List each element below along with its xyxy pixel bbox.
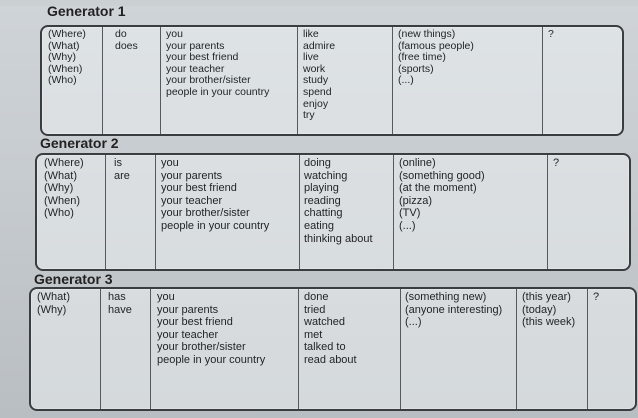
cell: admire xyxy=(303,39,336,52)
column-question-words xyxy=(48,29,86,87)
column-auxiliary xyxy=(115,29,138,52)
column-divider xyxy=(400,289,401,409)
column-auxiliary xyxy=(108,291,132,316)
column-verb xyxy=(304,157,373,245)
cell: your teacher xyxy=(157,328,219,341)
cell: playing xyxy=(304,182,339,195)
cell: ? xyxy=(548,28,554,40)
cell: you xyxy=(157,291,175,303)
column-object xyxy=(398,29,474,87)
column-question-words xyxy=(44,157,84,220)
column-divider xyxy=(298,289,299,409)
generator-3-table xyxy=(29,287,637,411)
cell: (anyone interesting) xyxy=(405,303,503,316)
cell: watching xyxy=(304,169,348,182)
column-divider xyxy=(297,27,298,134)
column-question-mark xyxy=(593,291,599,304)
cell: are xyxy=(114,169,130,182)
cell: read about xyxy=(304,353,357,366)
column-divider xyxy=(102,27,103,134)
cell: (this week) xyxy=(522,316,576,329)
cell: thinking about xyxy=(304,232,373,245)
cell: (Where) xyxy=(48,28,86,40)
cell: (Who) xyxy=(44,207,74,220)
cell: your brother/sister xyxy=(161,207,250,220)
generator-2-title: Generator 2 xyxy=(40,135,119,151)
cell: work xyxy=(303,62,326,75)
column-subject xyxy=(157,291,265,367)
cell: people in your country xyxy=(161,219,270,232)
column-verb xyxy=(303,29,335,122)
cell: (When) xyxy=(48,62,83,75)
generator-1-table xyxy=(40,25,624,136)
column-question-words xyxy=(37,291,70,316)
column-object xyxy=(399,157,485,233)
cell: your parents xyxy=(166,39,225,52)
cell: ? xyxy=(593,291,600,303)
cell: try xyxy=(303,109,315,122)
column-question-mark xyxy=(553,157,559,170)
column-object xyxy=(405,291,502,329)
column-divider xyxy=(516,289,517,409)
cell: met xyxy=(304,328,323,341)
cell: people in your country xyxy=(157,353,266,366)
cell: live xyxy=(303,51,319,64)
column-divider xyxy=(392,27,393,134)
cell: (What) xyxy=(44,169,77,182)
column-divider xyxy=(587,289,588,409)
cell: (new things) xyxy=(398,28,456,40)
column-divider xyxy=(105,155,106,269)
cell: your teacher xyxy=(161,194,223,207)
cell: eating xyxy=(304,219,334,232)
cell: you xyxy=(166,28,183,40)
cell: your best friend xyxy=(161,182,237,195)
column-time xyxy=(522,291,575,329)
cell: (TV) xyxy=(399,207,421,220)
cell: your parents xyxy=(157,303,219,316)
cell: your brother/sister xyxy=(166,74,251,87)
column-divider xyxy=(100,289,101,409)
cell: tried xyxy=(304,303,326,316)
cell: your best friend xyxy=(166,51,239,64)
cell: (today) xyxy=(522,303,557,316)
cell: (something good) xyxy=(399,169,485,182)
cell: (free time) xyxy=(398,51,446,64)
column-question-mark xyxy=(548,29,554,41)
column-divider xyxy=(393,155,394,269)
cell: study xyxy=(303,74,329,87)
cell: your parents xyxy=(161,169,223,182)
cell: watched xyxy=(304,316,345,329)
cell: have xyxy=(108,303,132,316)
cell: (this year) xyxy=(522,291,571,303)
cell: (Why) xyxy=(44,182,74,195)
cell: enjoy xyxy=(303,97,329,110)
cell: (online) xyxy=(399,157,436,169)
column-divider xyxy=(299,155,300,269)
cell: (...) xyxy=(398,74,414,87)
generator-3-title: Generator 3 xyxy=(34,271,113,287)
cell: (What) xyxy=(48,39,80,52)
cell: you xyxy=(161,157,179,169)
cell: does xyxy=(115,39,138,52)
cell: chatting xyxy=(304,207,343,220)
cell: has xyxy=(108,291,126,303)
cell: (at the moment) xyxy=(399,182,477,195)
column-subject xyxy=(161,157,269,233)
cell: (sports) xyxy=(398,62,434,75)
cell: your teacher xyxy=(166,62,225,75)
cell: (pizza) xyxy=(399,194,433,207)
cell: (Where) xyxy=(44,157,84,169)
cell: do xyxy=(115,28,127,40)
cell: (something new) xyxy=(405,291,487,303)
cell: like xyxy=(303,28,319,40)
generator-1-title: Generator 1 xyxy=(47,3,126,19)
cell: is xyxy=(114,157,122,169)
cell: talked to xyxy=(304,341,346,354)
cell: (What) xyxy=(37,291,70,303)
generator-2-table xyxy=(35,153,631,271)
column-divider xyxy=(155,155,156,269)
cell: doing xyxy=(304,157,331,169)
column-divider xyxy=(160,27,161,134)
column-divider xyxy=(542,27,543,134)
column-auxiliary xyxy=(114,157,130,182)
cell: ? xyxy=(553,157,560,169)
cell: (famous people) xyxy=(398,39,474,52)
cell: (...) xyxy=(399,219,416,232)
cell: your brother/sister xyxy=(157,341,246,354)
cell: spend xyxy=(303,85,332,98)
cell: your best friend xyxy=(157,316,233,329)
cell: (Who) xyxy=(48,74,77,87)
column-subject xyxy=(166,29,269,99)
cell: people in your country xyxy=(166,85,270,98)
column-divider xyxy=(150,289,151,409)
cell: done xyxy=(304,291,329,303)
cell: (Why) xyxy=(37,303,67,316)
column-divider xyxy=(547,155,548,269)
cell: (When) xyxy=(44,194,81,207)
cell: (...) xyxy=(405,316,422,329)
cell: (Why) xyxy=(48,51,76,64)
cell: reading xyxy=(304,194,341,207)
column-verb xyxy=(304,291,357,367)
